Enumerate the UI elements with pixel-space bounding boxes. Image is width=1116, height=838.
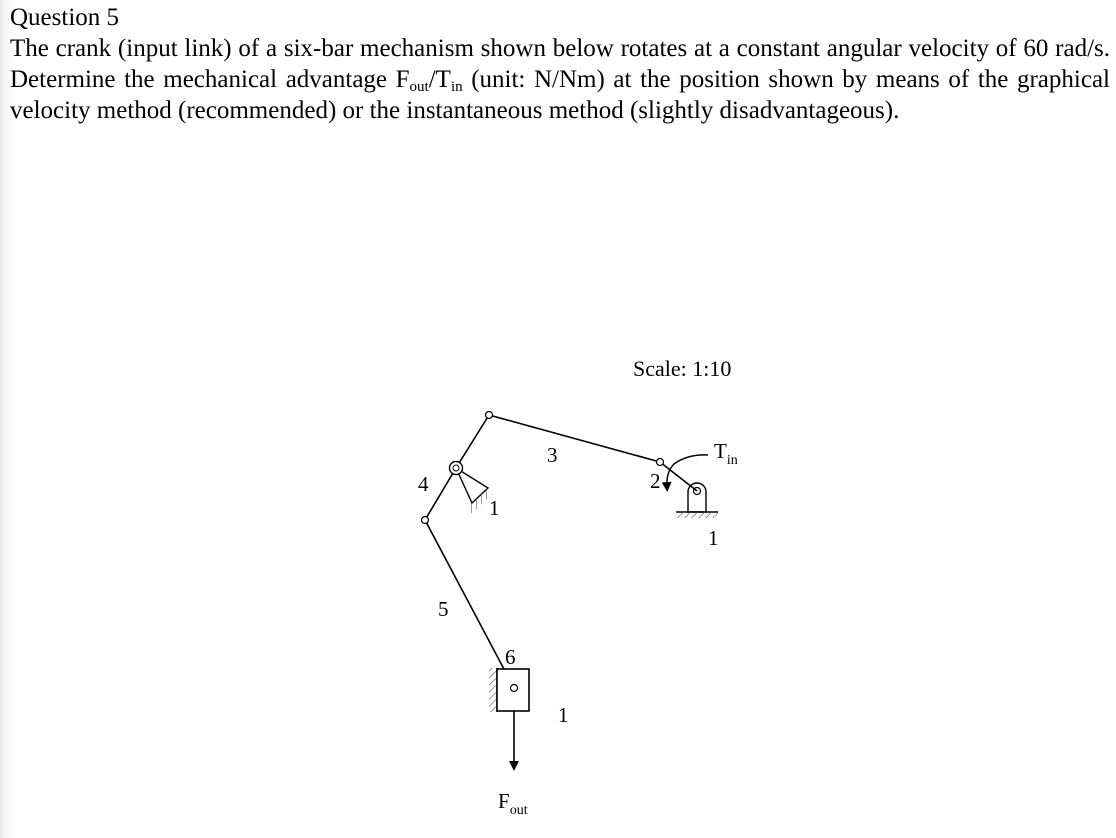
scale-label: Scale: 1:10 bbox=[633, 356, 732, 381]
label-ground-right: 1 bbox=[708, 526, 719, 550]
question-text-part-a: The crank (input link) of a six-bar mechanism shown below rotates at a constant angular velocity of 60 rad/s. Determine the mechanical advantage F bbox=[10, 35, 1110, 93]
question-title: Question 5 bbox=[10, 4, 120, 31]
link-3-coupler bbox=[489, 415, 660, 462]
label-ground-bottom: 1 bbox=[558, 703, 569, 727]
question-text-part-c: (unit: N/Nm) at the position shown by means of the graphical velocity method (recommended) or the instantaneous method (slightly disadvantageous). bbox=[10, 66, 1110, 124]
subscript-in: in bbox=[450, 79, 463, 95]
link-2-crank bbox=[660, 462, 697, 491]
label-ground-left: 1 bbox=[489, 496, 500, 520]
label-link-5: 5 bbox=[438, 597, 449, 621]
slider-guide bbox=[489, 668, 497, 712]
joint-2-3 bbox=[657, 459, 664, 466]
question-text-part-b: /T bbox=[428, 66, 451, 93]
ground-pivot-left bbox=[450, 462, 492, 514]
joint-4-5 bbox=[422, 517, 429, 524]
joint-5-6 bbox=[511, 685, 518, 692]
torque-arrow bbox=[667, 455, 708, 487]
force-label: Fout bbox=[498, 789, 528, 818]
ground-pivot-right bbox=[676, 483, 718, 518]
label-link-3: 3 bbox=[547, 443, 558, 467]
label-link-6: 6 bbox=[505, 645, 516, 669]
label-link-2: 2 bbox=[650, 469, 661, 493]
subscript-out: out bbox=[409, 79, 429, 95]
label-link-4: 4 bbox=[418, 472, 429, 496]
torque-label: Tin bbox=[714, 439, 738, 468]
joint-3-4 bbox=[486, 412, 493, 419]
